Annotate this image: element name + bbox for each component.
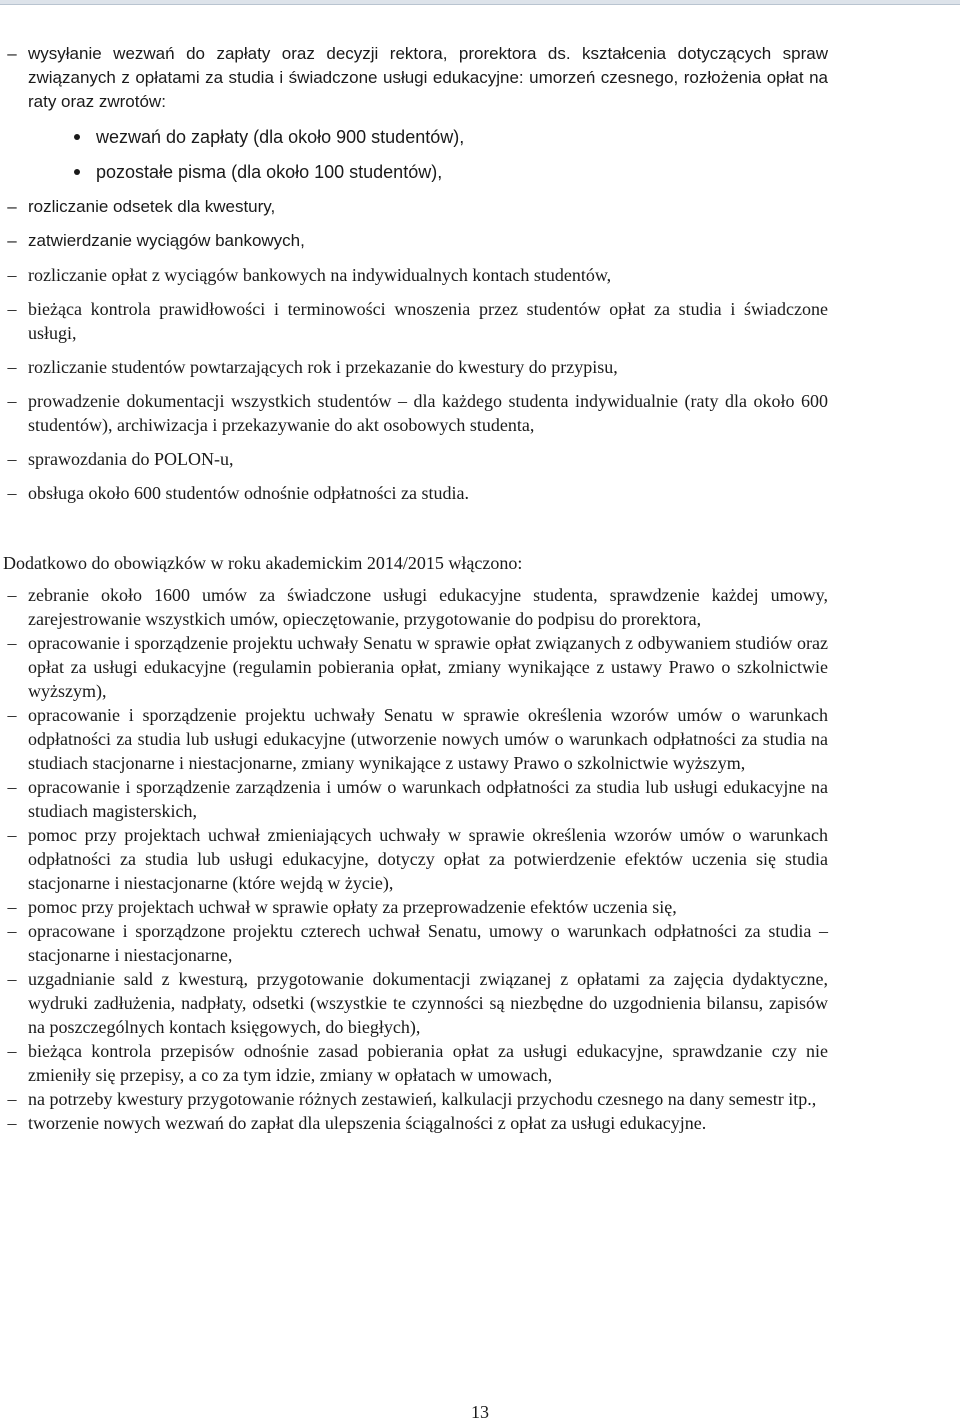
- list-item: [0, 895, 960, 919]
- list-item: [0, 703, 960, 775]
- sublist-item: [0, 160, 960, 184]
- list-item-text: sprawozdania do POLON-u,: [28, 449, 234, 469]
- list-item: [0, 297, 960, 345]
- duties-list: [0, 42, 960, 114]
- dash-marker: –: [7, 231, 17, 250]
- list-item-text: opracowanie i sporządzenie zarządzenia i umów o warunkach odpłatności za studia lub usługi edukacyjne na studiach magisterskich,: [28, 777, 828, 821]
- list-item-text: bieżąca kontrola przepisów odnośnie zasad pobierania opłat za usługi edukacyjne, sprawdzanie czy nie zmieniły się przepisy, a co za tym idzie, zmiany w opłatach w umowach,: [28, 1041, 828, 1085]
- list-item-text: na potrzeby kwestury przygotowanie różnych zestawień, kalkulacji przychodu czesnego na dany semestr itp.,: [28, 1089, 817, 1109]
- list-item-text: prowadzenie dokumentacji wszystkich studentów – dla każdego studenta indywidualnie (raty dla około 600 studentów), archiwizacja i przekazywanie do akt osobowych studenta,: [28, 391, 828, 435]
- list-item-text: zebranie około 1600 umów za świadczone usługi edukacyjne studenta, sprawdzenie każdej umowy, zarejestrowanie wszystkich umów, opieczętowanie, przygotowanie do podpisu do prorektora,: [28, 585, 828, 629]
- list-item-text: bieżąca kontrola prawidłowości i terminowości wnoszenia przez studentów opłat za studia i świadczone usługi,: [28, 299, 828, 343]
- document-page: [0, 42, 960, 1135]
- dash-marker: –: [7, 777, 17, 797]
- list-item-text: pomoc przy projektach uchwał zmieniających uchwały w sprawie określenia wzorów umów o warunkach odpłatności za studia lub usługi edukacyjne, dotyczy opłat za potwierdzenie efektów uczenia się studia stacjonarne i niestacjonarne (które wejdą w życie),: [28, 825, 828, 893]
- sublist-item-text: wezwań do zapłaty (dla około 900 studentów),: [96, 127, 465, 147]
- list-item-text: uzgadnianie sald z kwesturą, przygotowanie dokumentacji związanej z opłatami za zajęcia dydaktyczne, wydruki zadłużenia, nadpłaty, odsetki (wszystkie te czynności są niezbędne do uzgodnienia bilansu, zapisów na poszczególnych kontach księgowych, do biegłych),: [28, 969, 828, 1037]
- list-item: [0, 583, 960, 631]
- list-item: [0, 389, 960, 437]
- dash-marker: –: [7, 633, 17, 653]
- list-item-text: rozliczanie odsetek dla kwestury,: [28, 197, 276, 216]
- list-item: [0, 631, 960, 703]
- list-item: [0, 229, 960, 253]
- list-item: [0, 263, 960, 287]
- list-item-text: opracowane i sporządzone projektu czterech uchwał Senatu, umowy o warunkach odpłatności za studia – stacjonarne i niestacjonarne,: [28, 921, 828, 965]
- dash-marker: –: [7, 1089, 17, 1109]
- dash-marker: –: [7, 391, 17, 411]
- list-item: [0, 775, 960, 823]
- page-number: 13: [471, 1402, 489, 1422]
- list-item: [0, 919, 960, 967]
- dash-marker: –: [7, 197, 17, 216]
- dash-marker: –: [7, 483, 17, 503]
- dash-marker: –: [7, 44, 17, 63]
- list-item-text: opracowanie i sporządzenie projektu uchwały Senatu w sprawie określenia wzorów umów o warunkach odpłatności za studia lub usługi edukacyjne (utworzenie nowych umów o warunkach odpłatności za studia na studiach stacjonarne i niestacjonarne, zmiany wynikające z ustawy Prawo o szkolnictwie wyższym,: [28, 705, 828, 773]
- list-item: [0, 195, 960, 219]
- dash-marker: –: [7, 921, 17, 941]
- dash-marker: –: [7, 1113, 17, 1133]
- dash-marker: –: [7, 357, 17, 377]
- dash-marker: –: [7, 1041, 17, 1061]
- list-item: [0, 355, 960, 379]
- dash-marker: –: [7, 449, 17, 469]
- list-item-text: wysyłanie wezwań do zapłaty oraz decyzji rektora, prorektora ds. kształcenia dotyczących spraw związanych z opłatami za studia i świadczone usługi edukacyjne: umorzeń czesnego, rozłożenia opłat na raty oraz zwrotów:: [28, 44, 828, 111]
- list-item: [0, 42, 960, 114]
- intro-paragraph: Dodatkowo do obowiązków w roku akademickim 2014/2015 włączono:: [3, 553, 523, 573]
- list-item-text: zatwierdzanie wyciągów bankowych,: [28, 231, 305, 250]
- list-item: [0, 1111, 960, 1135]
- list-item-text: obsługa około 600 studentów odnośnie odpłatności za studia.: [28, 483, 469, 503]
- dash-marker: –: [7, 585, 17, 605]
- dash-marker: –: [7, 897, 17, 917]
- list-item: [0, 481, 960, 505]
- list-item: [0, 1087, 960, 1111]
- list-item-text: rozliczanie studentów powtarzających rok i przekazanie do kwestury do przypisu,: [28, 357, 618, 377]
- list-item: [0, 967, 960, 1039]
- list-item: [0, 823, 960, 895]
- list-item-text: opracowanie i sporządzenie projektu uchwały Senatu w sprawie opłat związanych z odbywaniem studiów oraz opłat za usługi edukacyjne (regulamin pobierania opłat, zmiany wynikające z ustawy Prawo o szkolnictwie wyższym),: [28, 633, 828, 701]
- top-border: [0, 0, 960, 5]
- list-item: [0, 1039, 960, 1087]
- dash-marker: –: [7, 265, 17, 285]
- dash-marker: –: [7, 825, 17, 845]
- additional-duties-list: [0, 583, 960, 1135]
- list-item-text: pomoc przy projektach uchwał w sprawie opłaty za przeprowadzenie efektów uczenia się,: [28, 897, 677, 917]
- dash-marker: –: [7, 299, 17, 319]
- list-item: [0, 447, 960, 471]
- duties-list-continued: [0, 195, 960, 505]
- list-item-text: tworzenie nowych wezwań do zapłat dla ulepszenia ściągalności z opłat za usługi edukacyjne.: [28, 1113, 707, 1133]
- dash-marker: –: [7, 969, 17, 989]
- bullet-marker: [74, 134, 80, 140]
- bullet-sublist: [0, 125, 960, 184]
- sublist-item: [0, 125, 960, 149]
- bullet-marker: [74, 169, 80, 175]
- sublist-item-text: pozostałe pisma (dla około 100 studentów),: [96, 162, 443, 182]
- list-item-text: rozliczanie opłat z wyciągów bankowych na indywidualnych kontach studentów,: [28, 265, 612, 285]
- dash-marker: –: [7, 705, 17, 725]
